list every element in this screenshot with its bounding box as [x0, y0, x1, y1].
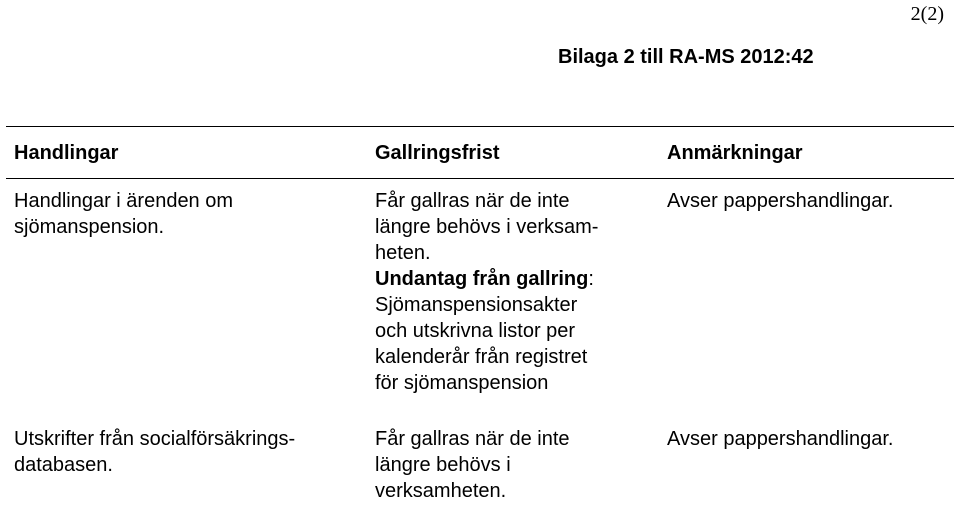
cell-gallringsfrist [368, 421, 664, 504]
cell-handlingar [6, 421, 368, 504]
cell-line: Handlingar i ärenden om [14, 190, 234, 212]
cell-line: Avser pappershandlingar. [667, 190, 894, 212]
undantag-label: Undantag från gallring [375, 268, 589, 290]
undantag-line [375, 266, 664, 292]
cell-gallringsfrist [368, 179, 664, 421]
cell-line: Avser pappershandlingar. [667, 427, 894, 450]
cell-line: Får gallras när de inte [375, 190, 570, 212]
cell-line: kalenderår från registret [375, 346, 588, 368]
cell-anmarkningar [664, 179, 954, 421]
cell-line: verksamheten. [375, 479, 507, 502]
cell-line: längre behövs i [375, 453, 511, 476]
table-header-row [6, 127, 954, 179]
header-anmarkningar: Anmärkningar [667, 142, 803, 164]
cell-line: databasen. [14, 453, 113, 476]
cell-line: heten. [375, 242, 431, 264]
cell-line: för sjömanspension [375, 372, 549, 394]
document-title: Bilaga 2 till RA-MS 2012:42 [558, 46, 814, 68]
table-row [6, 421, 954, 504]
cell-line: Får gallras när de inte [375, 427, 570, 450]
cell-anmarkningar [664, 421, 954, 504]
table-row [6, 179, 954, 421]
cell-line: Utskrifter från socialförsäkrings- [14, 427, 296, 450]
header-gallringsfrist: Gallringsfrist [375, 142, 500, 164]
cell-handlingar [6, 179, 368, 421]
cell-line: Sjömanspensionsakter [375, 294, 578, 316]
cell-line: och utskrivna listor per [375, 320, 576, 342]
gallring-table [6, 126, 954, 504]
cell-line: längre behövs i verksam- [375, 216, 599, 238]
page-number: 2(2) [910, 3, 944, 25]
undantag-colon: : [588, 268, 594, 290]
cell-line: sjömanspension. [14, 216, 165, 238]
header-handlingar: Handlingar [14, 142, 119, 164]
